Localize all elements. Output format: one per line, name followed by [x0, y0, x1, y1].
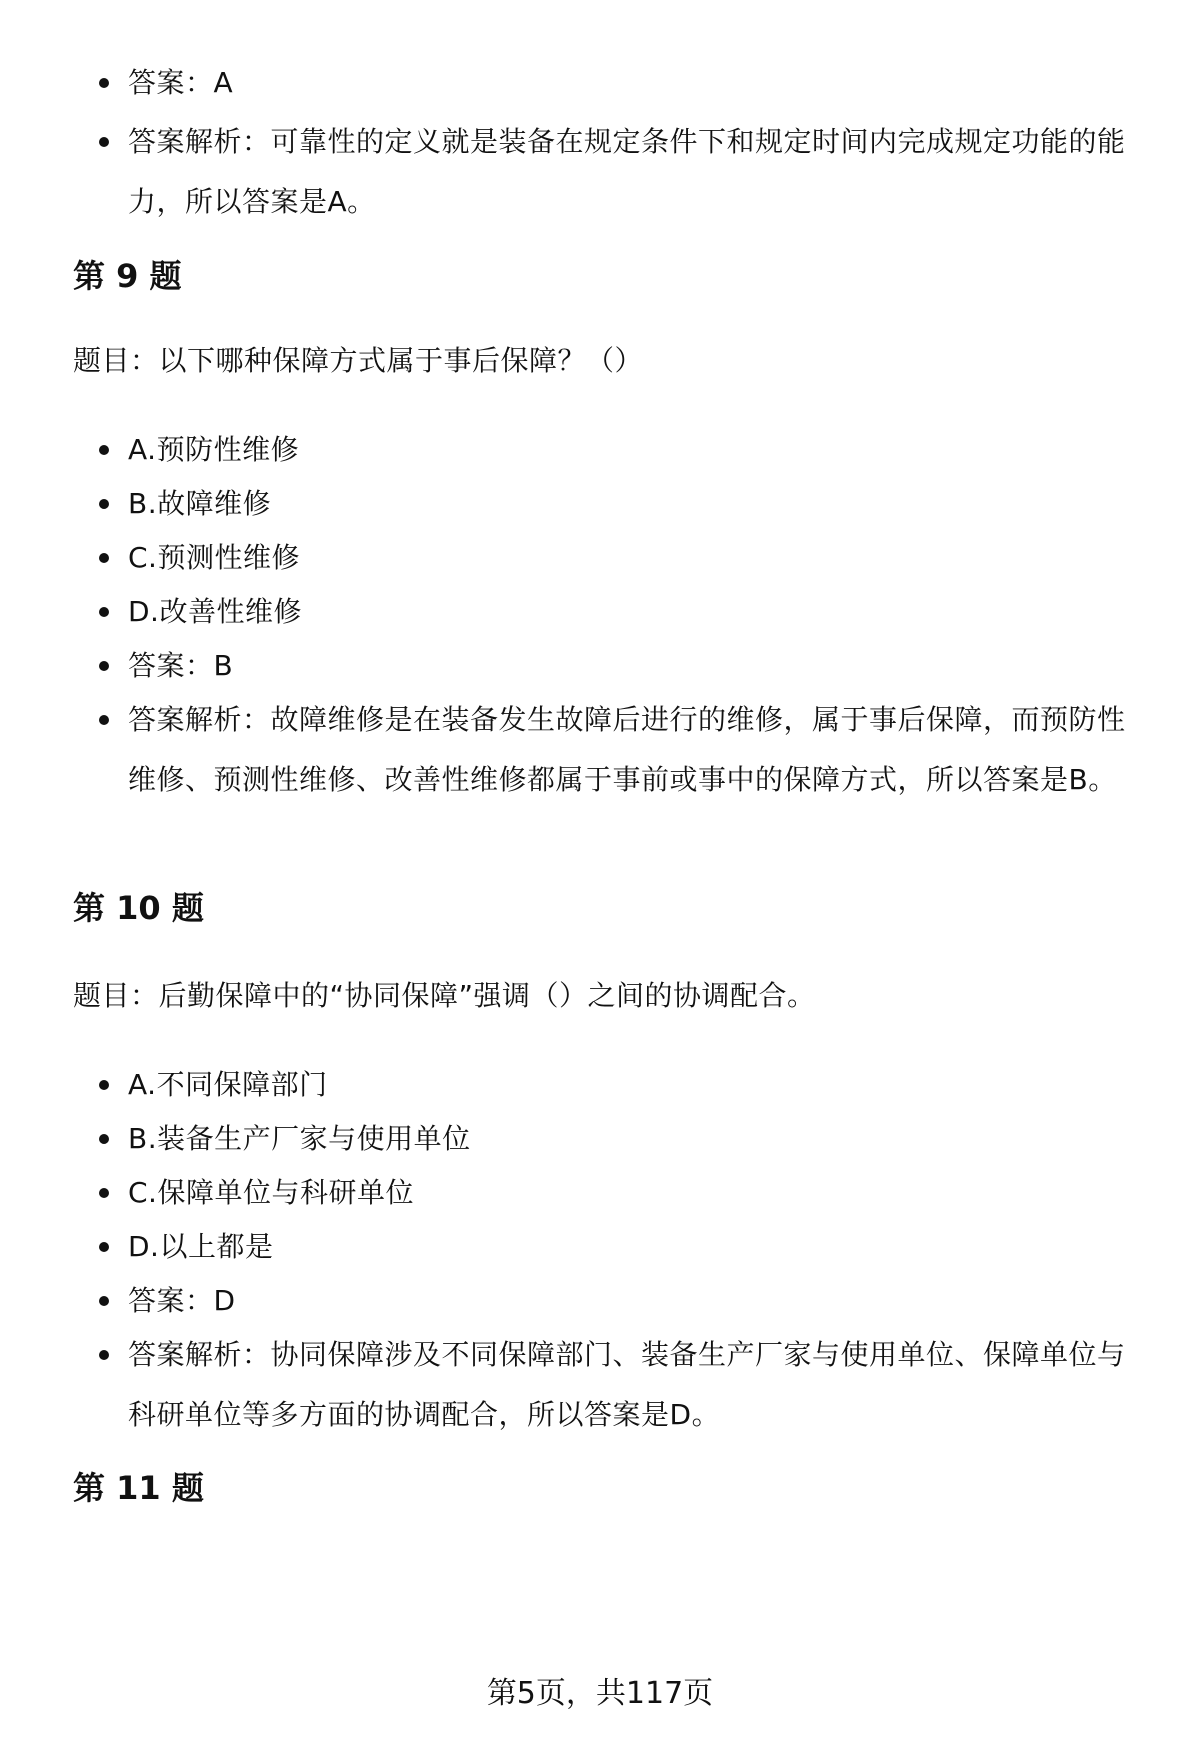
option-d: D.以上都是 — [128, 1217, 1140, 1277]
option-b: B.故障维修 — [128, 474, 1140, 534]
question-text-9: 题目：以下哪种保障方式属于事后保障？（） — [73, 344, 644, 377]
option-d: D.改善性维修 — [128, 582, 1140, 642]
question-heading-9: 第 9 题 — [73, 257, 182, 295]
option-a: A.预防性维修 — [128, 420, 1140, 480]
option-a: A.不同保障部门 — [128, 1055, 1140, 1115]
answer-line: 答案：D — [128, 1271, 1140, 1331]
answer-explanation: 答案解析：故障维修是在装备发生故障后进行的维修，属于事后保障，而预防性维修、预测性维修、改善性维修都属于事前或事中的保障方式，所以答案是B。 — [128, 690, 1140, 810]
option-c: C.预测性维修 — [128, 528, 1140, 588]
option-b: B.装备生产厂家与使用单位 — [128, 1109, 1140, 1169]
answer-line: 答案：B — [128, 636, 1140, 696]
page-number: 第5页，共117页 — [486, 1676, 714, 1711]
answer-line: 答案：A — [128, 53, 1140, 113]
question-heading-11: 第 11 题 — [73, 1469, 204, 1507]
question-heading-10: 第 10 题 — [73, 889, 204, 927]
question-text-10: 题目：后勤保障中的“协同保障”强调（）之间的协调配合。 — [73, 979, 816, 1012]
option-c: C.保障单位与科研单位 — [128, 1163, 1140, 1223]
answer-explanation: 答案解析：可靠性的定义就是装备在规定条件下和规定时间内完成规定功能的能力，所以答案是A。 — [128, 112, 1140, 232]
answer-explanation: 答案解析：协同保障涉及不同保障部门、装备生产厂家与使用单位、保障单位与科研单位等多方面的协调配合，所以答案是D。 — [128, 1325, 1140, 1445]
